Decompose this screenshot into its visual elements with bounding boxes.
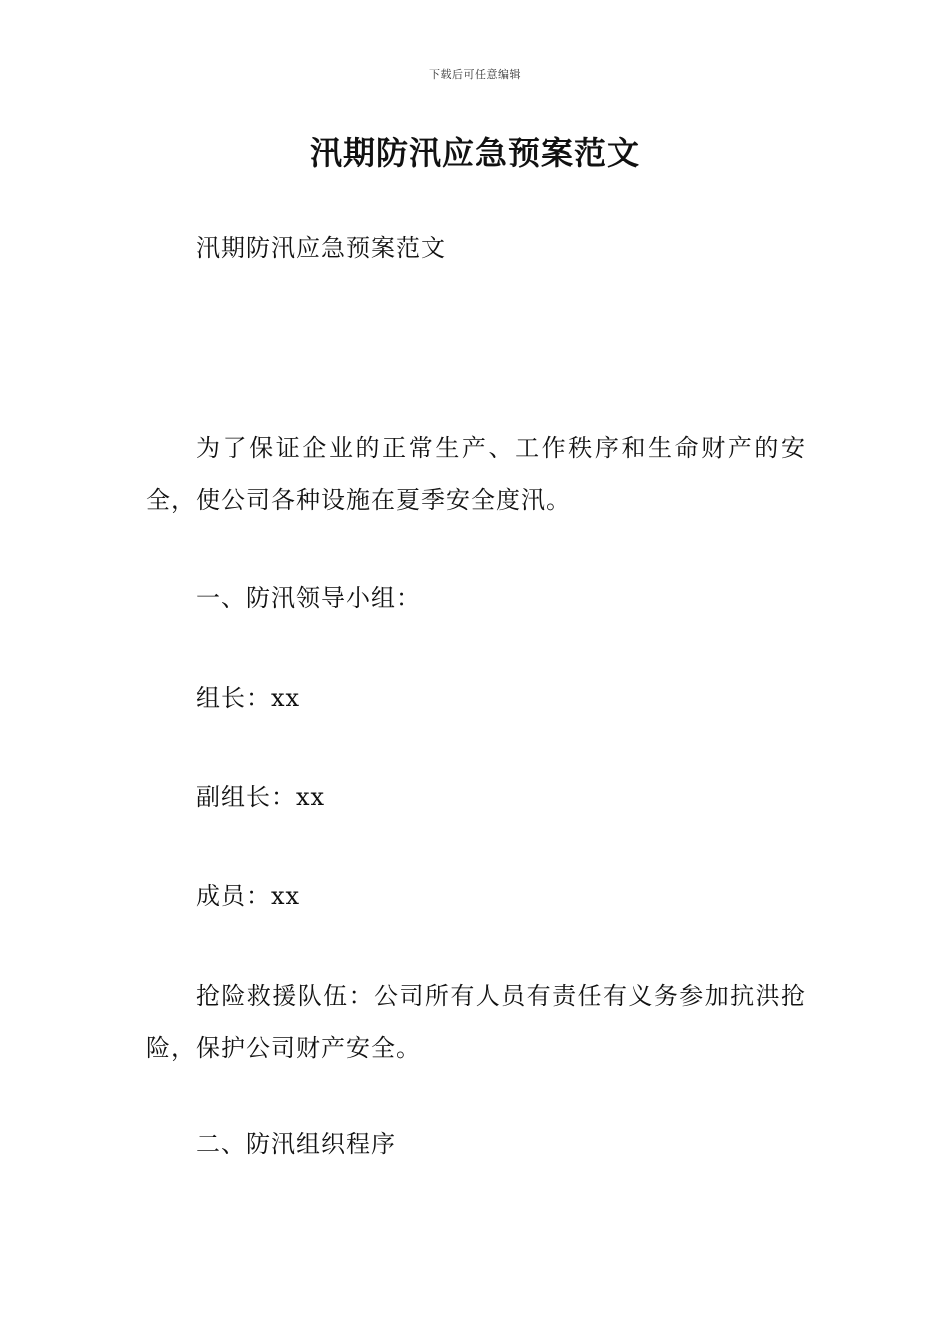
section-heading-leadership: 一、防汛领导小组： xyxy=(196,584,421,612)
leader-line: 组长：xx xyxy=(196,684,301,712)
header-note: 下载后可任意编辑 xyxy=(429,68,521,81)
members-line: 成员：xx xyxy=(196,882,301,910)
deputy-leader-line: 副组长：xx xyxy=(196,783,326,811)
intro-paragraph: 为了保证企业的正常生产、工作秩序和生命财产的安全，使公司各种设施在夏季安全度汛。 xyxy=(146,434,806,514)
subtitle-paragraph: 汛期防汛应急预案范文 xyxy=(196,234,446,262)
section-heading-procedure: 二、防汛组织程序 xyxy=(196,1130,396,1158)
rescue-team-paragraph: 抢险救援队伍：公司所有人员有责任有义务参加抗洪抢险，保护公司财产安全。 xyxy=(146,982,806,1062)
document-title: 汛期防汛应急预案范文 xyxy=(309,134,640,172)
